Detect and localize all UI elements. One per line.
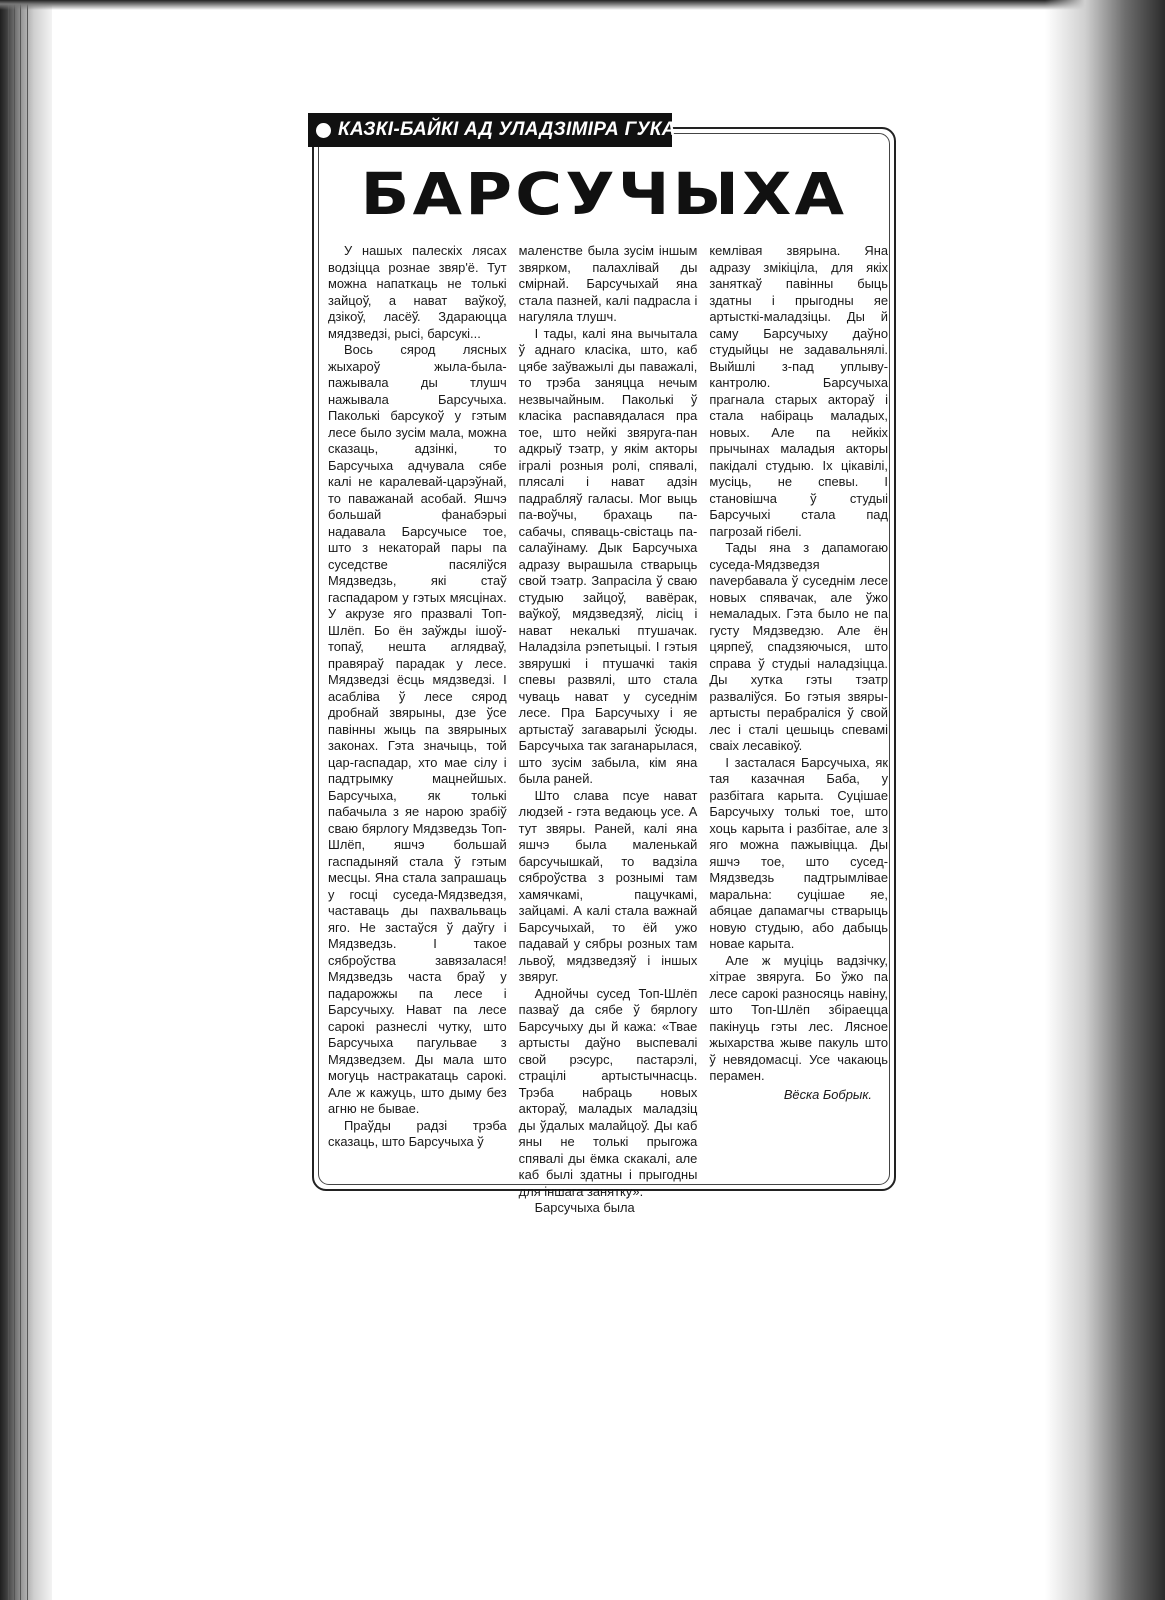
text-column-3 [709,243,888,1165]
paragraph: Барсучыха была [534,1200,635,1215]
paragraph: Але ж муціць вадзічку, хітрае звяруга. Бо ўжо па лесе сарокі разносяць навіну, што Топ-Шлёп збіраецца пакінуць гэты лес. Лясное жыхарства жыве пакуль што ў невядомасці. Усе чакаюць перамен. [709,952,889,1083]
paragraph: маленстве была зусім іншым звярком, палахлівай ды смірнай. Барсучыхай яна стала пазней, калі падрасла і нагуляла тлушч. [518,243,698,324]
text-column-2 [518,243,698,1215]
paragraph: Вось сярод лясных жыхароў жыла-была-пажывала ды тлушч нажывала Барсучыха. Паколькі барсукоў у гэтым лесе было зусім мала, можна сказаць, адзінкі, то Барсучыха адчувала сябе калі не каралевай-царэўнай, то паважанай асобай. Яшчэ большай фанабэрыі надавала Барсучысе тое, што з некаторай пары па суседстве пасяліўся Мядзведзь, які стаў гаспадаром у гэтых мясцінах. У акрузе яго празвалі Топ-Шлёп. Бо ён заўжды ішоў-топаў, нешта аглядваў, правяраў парадак у лесе. Мядзведзі ёсць мядзведзі. І асабліва ў лесе сярод дробнай звярыны, дзе ўсе павінны жыць па звярыных законах. Гэта значыць, той цар-гаспадар, хто мае сілу і падтрымку мацнейшых. Барсучыха, як толькі пабачыла з яе нарою зрабіў сваю бярлогу Мядзведзь Топ-Шлёп, яшчэ большай гаспадыняй стала ў гэтым месцы. Яна стала запрашаць у госці суседа-Мядзведзя, частаваць ды пахвальваць яго. Не застаўся ў даўгу і Мядзведзь. І такое сяброўства завязалася! Мядзведзь часта браў у падарожжы па лесе і Барсучыху. Нават па лесе сарокі разнеслі чутку, што Барсучыха пагульвае з Мядзведзем. Ды мала што могуць настракатаць сарокі. Але ж кажуць, што дыму без агню не бывае. [328,342,507,1116]
article-columns [328,243,889,1215]
article-headline: БАРСУЧЫХА [360,160,848,228]
paragraph: Што слава псуе нават людзей - гэта ведаюць усе. А тут звяры. Раней, калі яна яшчэ была маленькай барсучышкай, то вадзіла сяброўства з рознымі там хамячкамі, пацучкамі, зайцамі. А калі стала важнай Барсучыхай, то ёй ужо падавай у сябры розных там львоў, мядзведзяў і іншых звяруг. [518,787,698,984]
scan-top-shadow [0,0,1165,10]
paragraph: І тады, калі яна вычытала ў аднаго класіка, што, каб цябе заўважылі ды паважалі, то трэба заняцца нечым незвычайным. Паколькі ў класіка распавядалася пра тое, што нейкі звяруга-пан адкрыў тэатр, у якім акторы ігралі розныя ролі, спявалі, плясалі і нават адзін падрабляў галасы. Мог выць па-воўчы, брахаць па-сабачы, спяваць-свістаць па-салаўінаму. Дык Барсучыха адразу вырашыла стварыць свой тэатр. Запрасіла ў сваю студыю зайцоў, вавёрак, ваўкоў, мядзведзяў, лісіц і нават некалькі птушачак. Наладзіла рэпетыцыі. І гэтыя звярушкі і птушачкі такія спевы развялі, што стала чуваць нават у суседнім лесе. Пра Барсучыху і яе артыстаў загаварылі ўсюды. Барсучыха так заганарылася, што зусім забыла, кім яна была раней. [518,325,698,786]
paragraph: І засталася Барсучыха, як тая казачная Баба, у разбітага карыта. Суцішае Барсучыху толькі тое, што хоць карыта і разбітае, але з яго можна пажывіцца. Ды яшчэ тое, што сусед-Мядзведзь падтрымлівае маральна: суцішае яе, абяцае дапамагчы стварыць новую студыю, або дабыць новае карыта. [709,754,889,951]
text-column-1 [328,243,507,1165]
paragraph: У нашых палескіх лясах водзіцца рознае звяр'ё. Тут можна напаткаць не толькі зайцоў, а нават ваўкоў, дзікоў, ласёў. Здараюцца мядзведзі, рысі, барсукі... [328,243,507,341]
rubric-title: КАЗКІ-БАЙКІ АД УЛАДЗІМІРА ГУКА [338,119,676,140]
paragraph: кемлівая звярына. Яна адразу змікіціла, для якіх заняткаў павінны быць здатны і прыгодны яе артысткі-маладзіцы. Ды й саму Барсучыху даўно студыйцы не задавальнялі. Выйшлі з-пад уплыву-кантролю. Барсучыха прагнала старых актораў і стала набіраць маладых, новых. Але па нейкіх прычынах маладыя акторы пакідалі студыю. Іх цікавілі, мусіць, не спевы. І становішча ў студыі Барсучыхі стала пад пагрозай гібелі. [709,243,889,539]
newspaper-clipping [312,113,900,1215]
book-binding-edge [0,0,52,1600]
paragraph: Тады яна з дапамогаю суседа-Мядзведзя navербавала ў суседнім лесе новых спявачак, але ўжо немаладых. Гэта было не па густу Мядзведзю. Але ён цярпеў, спадзяючыся, што справа ў студыі наладзіцца. Ды хутка гэты тэатр развaліўся. Бо гэтыя звяры-артысты перабраліся ў свой лес і сталі цешыць спевамі сваіх лесавікоў. [709,540,889,753]
paragraph: Праўды радзі трэба сказаць, што Барсучыха ў [328,1117,507,1149]
rubric-banner [308,113,676,147]
author-signature: Вёска Бобрык. [783,1086,873,1102]
scan-right-shadow [1045,0,1165,1600]
paragraph: Аднойчы сусед Топ-Шлёп пазваў да сябе ў бярлогу Барсучыху ды й кажа: «Твае артысты даўно выспевалі свой рэсурс, пастарэлі, страцілі артыстычнасць. Трэба набраць новых актораў, маладых маладзіц ды ўдалых малайцоў. Ды каб яны не толькі прыгожа спявалі ды ёмка скакалі, але каб былі здатны і прыгодны для іншага занятку». [518,985,698,1199]
bullet-icon [316,123,331,138]
